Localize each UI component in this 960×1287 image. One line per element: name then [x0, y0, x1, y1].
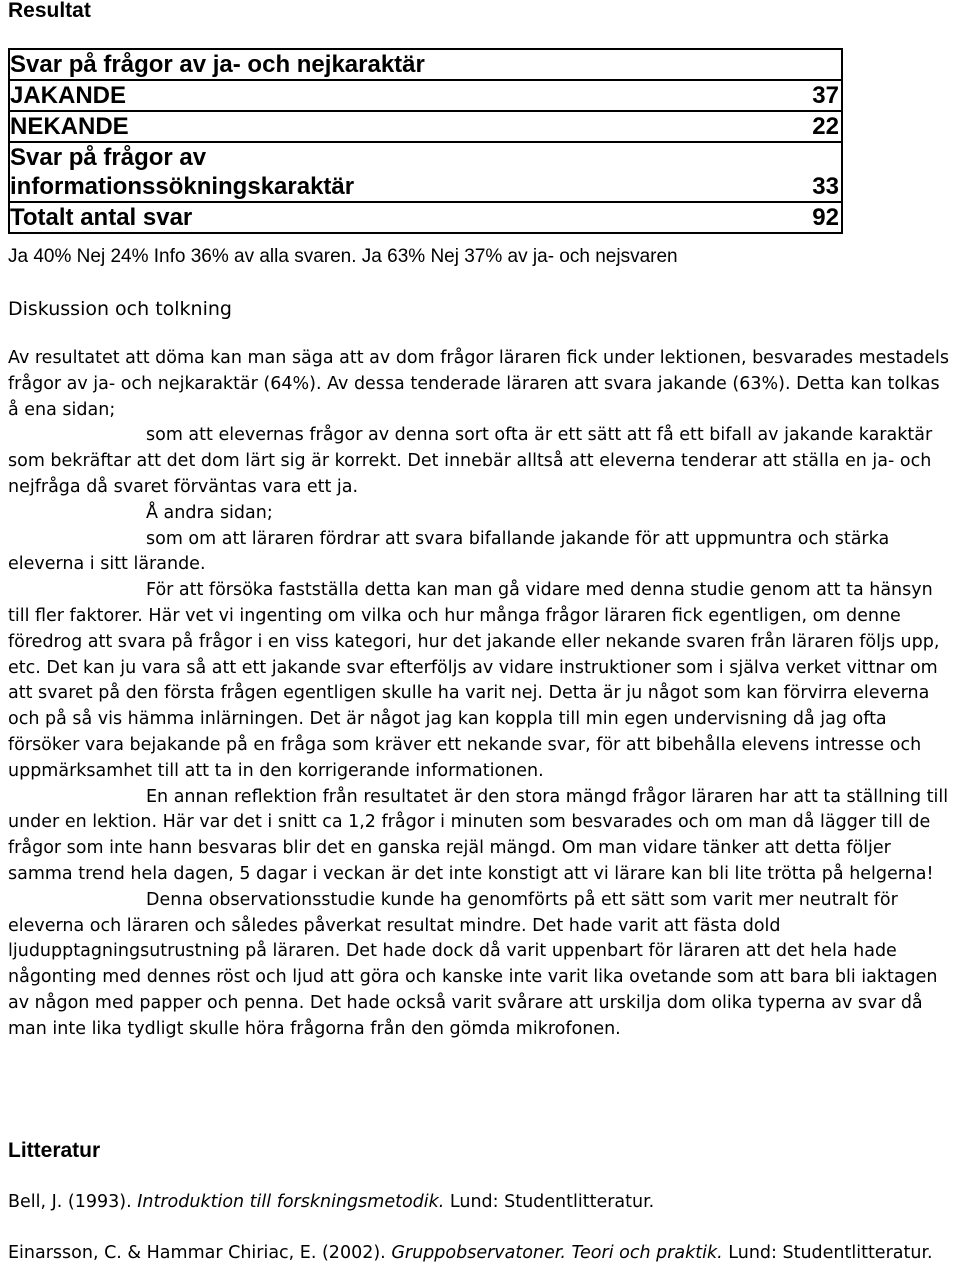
paragraph-text: som om att läraren fördrar att svara bifallande jakande för att uppmuntra och stärka eleverna i sitt lärande.	[8, 528, 890, 575]
row-value: 37	[812, 82, 839, 109]
reference-title: Gruppobservatoner. Teori och praktik.	[391, 1243, 723, 1263]
summary-line: Ja 40% Nej 24% Info 36% av alla svaren. Ja 63% Nej 37% av ja- och nejsvaren	[8, 246, 678, 267]
paragraph-text: Å andra sidan;	[146, 502, 273, 523]
reference-item	[8, 1190, 954, 1216]
section-title-litteratur: Litteratur	[8, 1139, 101, 1162]
paragraph-text: För att försöka fastställa detta kan man gå vidare med denna studie genom att ta hänsyn till fler faktorer. Här vet vi ingenting om vilka och hur många frågor läraren fick egentligen, om denne föredrog att svara på frågor i en viss kategori, hur det jakande eller nekande svaren från läraren följs upp, etc. Det kan ju vara så att ett jakande svar efterföljs av vidare instruktioner som i själva verket vittnar om att svaret på den första frågen egentligen skulle ha varit nej. Detta är ju något som kan förvirra eleverna och på så vis hämma inlärningen. Det är något jag kan koppla till min egen undervisning då jag ofta försöker vara bejakande på en fråga som kräver ett nekande svar, för att bibehålla elevens intresse och uppmärksamhet till att ta in den korrigerande informationen.	[8, 580, 940, 781]
paragraph	[8, 423, 954, 500]
paragraph	[8, 785, 954, 888]
reference-item	[8, 1241, 954, 1267]
paragraph-text: som att elevernas frågor av denna sort ofta är ett sätt att få ett bifall av jakande karaktär som bekräftar att det dom lärt sig är korrekt. Det innebär alltså att eleverna tenderar att ställa en ja- och nejfråga då svaret förväntas vara ett ja.	[8, 425, 933, 497]
discussion-body	[8, 346, 954, 1043]
reference-authors: Einarsson, C. & Hammar Chiriac, E. (2002).	[8, 1243, 386, 1263]
result-table	[8, 48, 843, 234]
total-label: Totalt antal svar	[10, 204, 193, 231]
reference-authors: Bell, J. (1993).	[8, 1192, 132, 1212]
table-row-info	[10, 143, 841, 203]
section-title-diskussion: Diskussion och tolkning	[8, 298, 232, 320]
row-label-line-2: informationssökningskaraktär	[10, 173, 355, 200]
paragraph	[8, 527, 954, 579]
section-title-resultat: Resultat	[8, 0, 91, 22]
total-value: 92	[812, 204, 839, 231]
row-value: 22	[812, 113, 839, 140]
paragraph	[8, 888, 954, 1043]
reference-publisher: Lund: Studentlitteratur.	[449, 1192, 655, 1212]
table-row	[10, 112, 841, 143]
paragraph	[8, 578, 954, 784]
paragraph-text: Av resultatet att döma kan man säga att av dom frågor läraren fick under lektionen, besvarades mestadels frågor av ja- och nejkaraktär (64%). Av dessa tenderade läraren att svara jakande (63%). Detta kan tolkas å ena sidan;	[8, 348, 949, 420]
row-label: JAKANDE	[10, 82, 127, 109]
row-label-line-1: Svar på frågor av	[10, 144, 207, 171]
table-header: Svar på frågor av ja- och nejkaraktär	[10, 51, 425, 78]
row-label: NEKANDE	[10, 113, 129, 140]
row-value: 33	[812, 173, 839, 200]
paragraph	[8, 346, 954, 423]
reference-publisher: Lund: Studentlitteratur.	[728, 1243, 933, 1263]
table-row	[10, 81, 841, 112]
paragraph-text: Denna observationsstudie kunde ha genomförts på ett sätt som varit mer neutralt för eleverna och läraren och således påverkat resultat mindre. Det hade varit att fästa dold ljudupptagningsutrustning på läraren. Det hade dock då varit uppenbart för läraren att det hela hade någonting med dennes röst och ljud att göra och kanske inte varit lika ovetande som att bara bli iaktagen av någon med papper och penna. Det hade också varit svårare att urskilja dom olika typerna av svar då man inte lika tydligt skulle höra frågorna från den gömda mikrofonen.	[8, 889, 938, 1039]
paragraph-text: En annan reflektion från resultatet är den stora mängd frågor läraren har att ta ställning till under en lektion. Här var det i snitt ca 1,2 frågor i minuten som besvarades och om man då lägger till de frågor som inte hann besvaras blir det en ganska rejäl mängd. Om man vidare tänker att detta följer samma trend hela dagen, 5 dagar i veckan är det inte konstigt att vi lärare kan bli lite trötta på helgerna!	[8, 786, 949, 884]
row-label	[10, 143, 354, 201]
paragraph	[8, 501, 954, 527]
table-row-total	[10, 203, 841, 234]
reference-title: Introduktion till forskningsmetodik.	[137, 1192, 445, 1212]
table-header-row	[10, 50, 841, 81]
